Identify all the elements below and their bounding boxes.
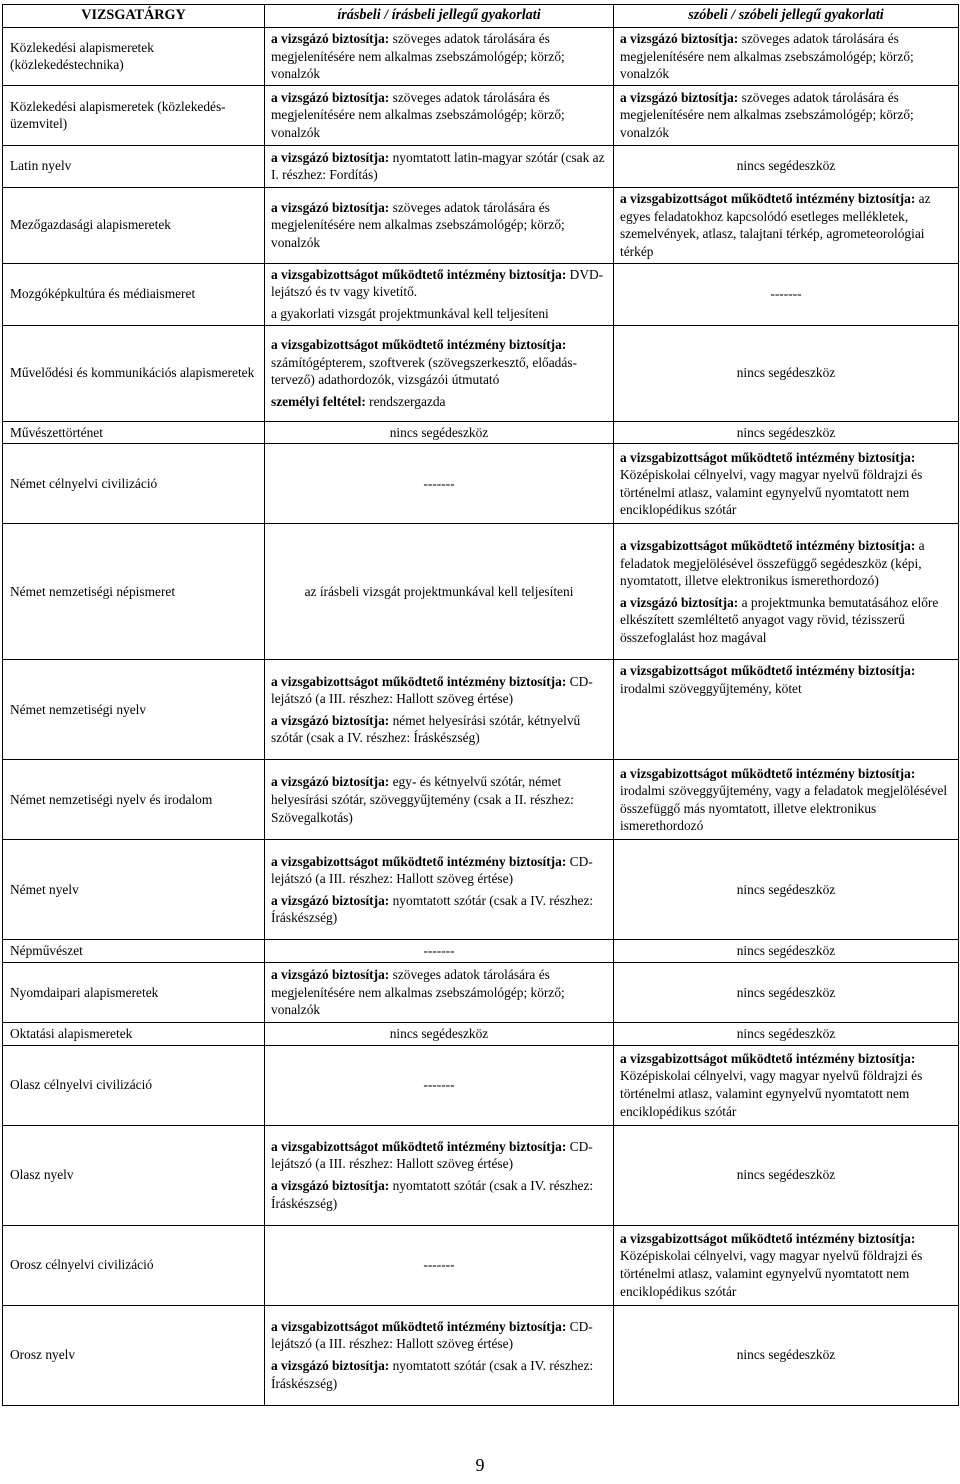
provided-items: szöveges adatok tárolására és megjelenítésére nem alkalmas zsebszámológép; körző; vonalzók <box>620 31 914 82</box>
table-row <box>3 660 959 760</box>
table-row <box>3 187 959 263</box>
oral-cell <box>614 524 959 660</box>
oral-cell: nincs segédeszköz <box>614 421 959 444</box>
subject-cell: Mozgóképkultúra és médiaismeret <box>3 263 265 325</box>
subject-cell: Német célnyelvi civilizáció <box>3 444 265 524</box>
provided-items: nyomtatott szótár (csak a IV. részhez: Íráskészség) <box>271 1178 594 1211</box>
provided-items: DVD-lejátszó és tv vagy kivetítő. <box>271 266 604 300</box>
table-row <box>3 28 959 86</box>
provider-label: a vizsgázó biztosítja: <box>271 892 390 908</box>
oral-cell: nincs segédeszköz <box>614 1022 959 1045</box>
provider-label: a vizsgabizottságot működtető intézmény biztosítja: <box>620 663 916 679</box>
oral-cell <box>614 760 959 840</box>
provided-items: CD-lejátszó (a III. részhez: Hallott szöveg értése) <box>271 673 593 707</box>
subject-cell: Népművészet <box>3 940 265 963</box>
cell-paragraph <box>271 1138 607 1173</box>
cell-paragraph <box>271 393 607 411</box>
cell-paragraph <box>271 336 607 389</box>
cell-paragraph <box>271 89 607 142</box>
table-row <box>3 325 959 421</box>
provider-label: a vizsgázó biztosítja: <box>271 967 390 983</box>
subject-cell: Közlekedési alapismeretek (közlekedéstechnika) <box>3 28 265 86</box>
provided-items: szöveges adatok tárolására és megjelenítésére nem alkalmas zsebszámológép; körző; vonalzók <box>271 199 565 251</box>
cell-paragraph <box>271 149 607 184</box>
written-cell <box>265 145 614 187</box>
cell-paragraph <box>271 1318 607 1353</box>
provider-label: a vizsgabizottságot működtető intézmény biztosítja: <box>620 191 916 207</box>
cell-paragraph <box>620 765 952 835</box>
provided-items: szöveges adatok tárolására és megjelenítésére nem alkalmas zsebszámológép; körző; vonalzók <box>620 89 914 141</box>
provider-label: a vizsgázó biztosítja: <box>271 89 390 105</box>
provider-label: a vizsgázó biztosítja: <box>271 149 390 165</box>
oral-cell: nincs segédeszköz <box>614 940 959 963</box>
provided-items: az egyes feladatokhoz kapcsolódó esetleges mellékletek, szemelvények, atlasz, talajtani térkép, agrometeorológiai térkép <box>620 191 931 259</box>
subject-cell: Művészettörténet <box>3 421 265 444</box>
provided-items: német helyesírási szótár, kétnyelvű szótár (csak a IV. részhez: Íráskészség) <box>271 712 581 746</box>
subject-cell: Latin nyelv <box>3 145 265 187</box>
written-cell <box>265 760 614 840</box>
cell-paragraph <box>271 673 607 708</box>
cell-paragraph <box>620 89 952 142</box>
provider-label: a vizsgázó biztosítja: <box>271 1358 390 1374</box>
provided-items: számítógépterem, szoftverek (szövegszerkesztő, előadás-tervező) adathordozók, vizsgázói útmutató <box>271 354 577 388</box>
cell-paragraph <box>620 1050 952 1120</box>
exam-tools-table <box>2 4 959 1406</box>
cell-paragraph <box>271 712 607 747</box>
cell-paragraph <box>271 266 607 301</box>
table-row <box>3 1125 959 1225</box>
provided-items: nyomtatott szótár (csak a IV. részhez: Íráskészség) <box>271 1358 594 1391</box>
provider-label: a vizsgabizottságot működtető intézmény biztosítja: <box>271 1138 567 1154</box>
provider-label: a vizsgázó biztosítja: <box>620 594 739 610</box>
cell-paragraph <box>620 537 952 590</box>
written-cell: ------- <box>265 940 614 963</box>
header-oral: szóbeli / szóbeli jellegű gyakorlati <box>614 5 959 28</box>
table-row <box>3 1305 959 1405</box>
table-body <box>3 28 959 1406</box>
provided-items: Középiskolai célnyelvi, vagy magyar nyelvű földrajzi és történelmi atlasz, valamint egynyelvű nyomtatott nem enciklopédikus szótár <box>620 1248 923 1299</box>
subject-cell: Közlekedési alapismeretek (közlekedés-üzemvitel) <box>3 85 265 145</box>
provided-items: szöveges adatok tárolására és megjelenítésére nem alkalmas zsebszámológép; körző; vonalzók <box>271 967 565 1018</box>
table-row <box>3 760 959 840</box>
cell-paragraph <box>620 1230 952 1300</box>
oral-cell: ------- <box>614 263 959 325</box>
provided-items: a gyakorlati vizsgát projektmunkával kell teljesíteni <box>271 306 549 322</box>
provided-items: a feladatok megjelölésével összefüggő segédeszköz (képi, nyomtatott, illetve elektronikus ismerethordozó) <box>620 538 925 589</box>
table-row <box>3 524 959 660</box>
written-cell <box>265 962 614 1022</box>
written-cell: ------- <box>265 444 614 524</box>
written-cell: nincs segédeszköz <box>265 421 614 444</box>
provider-label: a vizsgabizottságot működtető intézmény biztosítja: <box>620 449 916 465</box>
provided-items: rendszergazda <box>365 393 446 409</box>
table-row <box>3 962 959 1022</box>
oral-cell: nincs segédeszköz <box>614 840 959 940</box>
provider-label: a vizsgabizottságot működtető intézmény biztosítja: <box>620 765 916 781</box>
table-row <box>3 1225 959 1305</box>
provider-label: a vizsgázó biztosítja: <box>271 31 390 46</box>
written-cell <box>265 1305 614 1405</box>
oral-cell <box>614 660 959 760</box>
cell-paragraph <box>271 773 607 826</box>
table-row <box>3 840 959 940</box>
cell-paragraph <box>620 662 952 697</box>
provider-label: a vizsgázó biztosítja: <box>271 199 390 215</box>
provided-items: a projektmunka bemutatásához előre elkészített szemléltető anyagot vagy rövid, tézisszerű összefoglalást hoz magával <box>620 594 939 646</box>
header-written: írásbeli / írásbeli jellegű gyakorlati <box>265 5 614 28</box>
cell-paragraph <box>271 1357 607 1392</box>
provider-label: a vizsgabizottságot működtető intézmény biztosítja: <box>271 337 567 353</box>
provider-label: a vizsgabizottságot működtető intézmény biztosítja: <box>620 538 916 554</box>
cell-paragraph <box>620 190 952 260</box>
table-row <box>3 85 959 145</box>
header-subject: VIZSGATÁRGY <box>3 5 265 28</box>
written-cell <box>265 263 614 325</box>
written-cell <box>265 325 614 421</box>
provider-label: a vizsgabizottságot működtető intézmény biztosítja: <box>620 1230 916 1246</box>
provided-items: szöveges adatok tárolására és megjelenítésére nem alkalmas zsebszámológép; körző; vonalzók <box>271 31 565 82</box>
cell-paragraph <box>620 449 952 519</box>
cell-paragraph <box>271 199 607 252</box>
provided-items: CD-lejátszó (a III. részhez: Hallott szöveg értése) <box>271 1318 593 1352</box>
subject-cell: Nyomdaipari alapismeretek <box>3 962 265 1022</box>
written-cell <box>265 28 614 86</box>
provider-label: a vizsgabizottságot működtető intézmény biztosítja: <box>271 266 567 282</box>
oral-cell <box>614 1225 959 1305</box>
provided-items: nyomtatott szótár (csak a IV. részhez: Íráskészség) <box>271 892 594 926</box>
table-row <box>3 145 959 187</box>
provider-label: a vizsgázó biztosítja: <box>620 31 739 46</box>
written-cell: nincs segédeszköz <box>265 1022 614 1045</box>
written-cell: ------- <box>265 1045 614 1125</box>
provider-label: a vizsgabizottságot működtető intézmény biztosítja: <box>620 1050 916 1066</box>
provider-label: a vizsgabizottságot működtető intézmény biztosítja: <box>271 673 567 689</box>
oral-cell <box>614 444 959 524</box>
subject-cell: Orosz nyelv <box>3 1305 265 1405</box>
oral-cell: nincs segédeszköz <box>614 145 959 187</box>
subject-cell: Orosz célnyelvi civilizáció <box>3 1225 265 1305</box>
cell-paragraph <box>620 594 952 647</box>
table-row <box>3 263 959 325</box>
provider-label: a vizsgázó biztosítja: <box>271 712 390 728</box>
cell-paragraph <box>271 30 607 83</box>
provided-items: nyomtatott latin-magyar szótár (csak az I. részhez: Fordítás) <box>271 149 605 183</box>
provided-items: irodalmi szöveggyűjtemény, vagy a feladatok megjelölésével összefüggő más nyomtatott, illetve elektronikus ismerethordozó <box>620 783 948 834</box>
written-cell: ------- <box>265 1225 614 1305</box>
written-cell: az írásbeli vizsgát projektmunkával kell teljesíteni <box>265 524 614 660</box>
provided-items: CD-lejátszó (a III. részhez: Hallott szöveg értése) <box>271 1138 593 1172</box>
written-cell <box>265 1125 614 1225</box>
written-cell <box>265 85 614 145</box>
table-row <box>3 444 959 524</box>
oral-cell: nincs segédeszköz <box>614 1305 959 1405</box>
cell-paragraph <box>620 30 952 83</box>
oral-cell <box>614 1045 959 1125</box>
provided-items: irodalmi szöveggyűjtemény, kötet <box>620 680 802 696</box>
subject-cell: Német nemzetiségi népismeret <box>3 524 265 660</box>
provider-label: a vizsgázó biztosítja: <box>271 1178 390 1194</box>
written-cell <box>265 840 614 940</box>
provided-items: Középiskolai célnyelvi, vagy magyar nyelvű földrajzi és történelmi atlasz, valamint egynyelvű nyomtatott nem enciklopédikus szótár <box>620 467 923 518</box>
written-cell <box>265 187 614 263</box>
provider-label: a vizsgázó biztosítja: <box>271 774 390 790</box>
oral-cell: nincs segédeszköz <box>614 962 959 1022</box>
cell-paragraph <box>271 1177 607 1212</box>
subject-cell: Német nyelv <box>3 840 265 940</box>
written-cell <box>265 660 614 760</box>
provider-label: a vizsgabizottságot működtető intézmény biztosítja: <box>271 853 567 869</box>
table-row <box>3 1022 959 1045</box>
subject-cell: Olasz célnyelvi civilizáció <box>3 1045 265 1125</box>
oral-cell <box>614 28 959 86</box>
subject-cell: Művelődési és kommunikációs alapismeretek <box>3 325 265 421</box>
subject-cell: Olasz nyelv <box>3 1125 265 1225</box>
subject-cell: Oktatási alapismeretek <box>3 1022 265 1045</box>
subject-cell: Német nemzetiségi nyelv <box>3 660 265 760</box>
provided-items: szöveges adatok tárolására és megjelenítésére nem alkalmas zsebszámológép; körző; vonalzók <box>271 89 565 141</box>
provided-items: egy- és kétnyelvű szótár, német helyesírási szótár, szöveggyűjtemény (csak a II. részhez: Szövegalkotás) <box>271 774 574 825</box>
oral-cell <box>614 85 959 145</box>
table-row <box>3 940 959 963</box>
subject-cell: Német nemzetiségi nyelv és irodalom <box>3 760 265 840</box>
provided-items: Középiskolai célnyelvi, vagy magyar nyelvű földrajzi és történelmi atlasz, valamint egynyelvű nyomtatott nem enciklopédikus szótár <box>620 1068 923 1119</box>
cell-paragraph <box>271 853 607 888</box>
provider-label: a vizsgázó biztosítja: <box>620 89 739 105</box>
oral-cell: nincs segédeszköz <box>614 325 959 421</box>
page-number: 9 <box>475 1455 485 1475</box>
cell-paragraph <box>271 966 607 1019</box>
provider-label: a vizsgabizottságot működtető intézmény biztosítja: <box>271 1318 567 1334</box>
subject-cell: Mezőgazdasági alapismeretek <box>3 187 265 263</box>
provided-items: CD-lejátszó (a III. részhez: Hallott szöveg értése) <box>271 853 593 887</box>
oral-cell: nincs segédeszköz <box>614 1125 959 1225</box>
cell-paragraph <box>271 892 607 927</box>
table-row <box>3 1045 959 1125</box>
oral-cell <box>614 187 959 263</box>
table-header-row <box>3 5 959 28</box>
table-row <box>3 421 959 444</box>
cell-paragraph <box>271 305 607 323</box>
provider-label: személyi feltétel: <box>271 393 366 409</box>
